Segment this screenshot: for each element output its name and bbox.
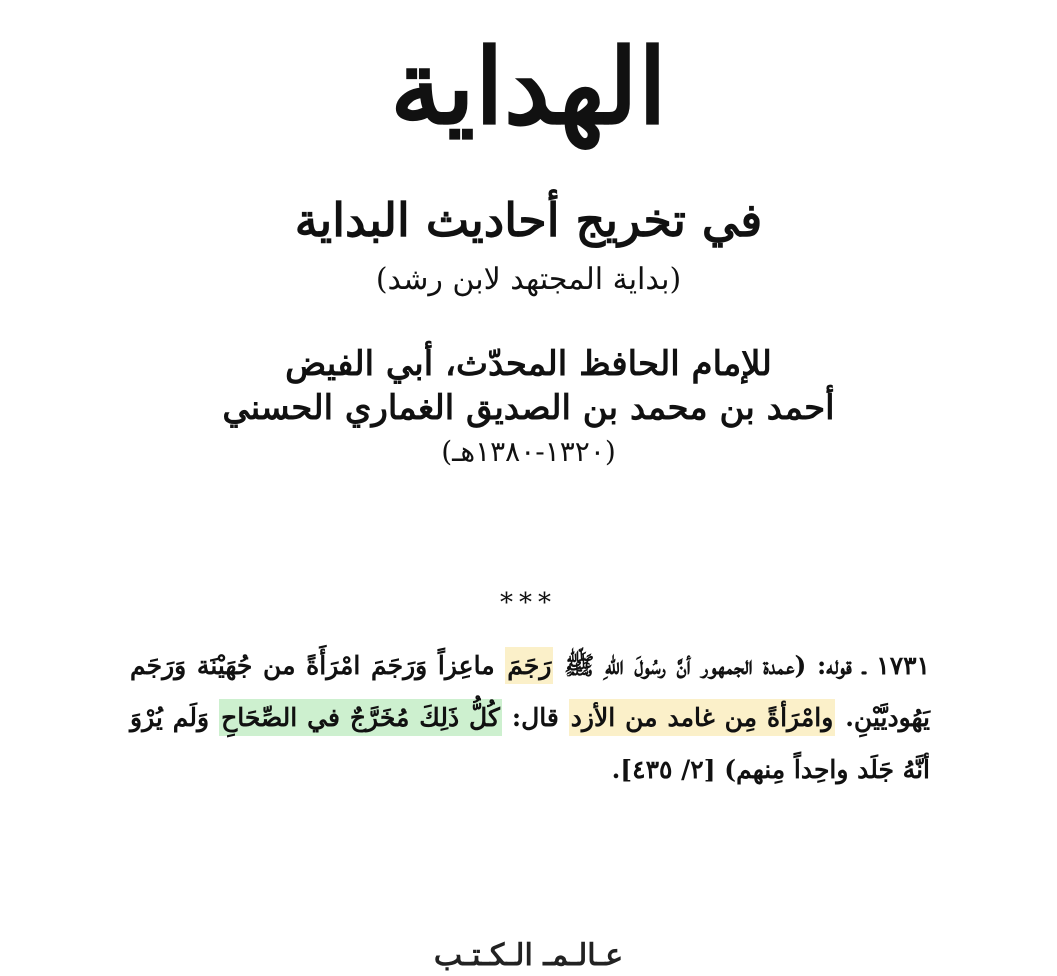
entry-outro: وَلَم يُرْوَ أنَّهُ جَلَد واحِداً مِنهم) [٢/ ٤٣٥]. [130, 703, 930, 784]
highlight-rajam: رَجَمَ [505, 647, 553, 684]
highlight-sahih-note: كُلُّ ذَلِكَ مُخَرَّجٌ في الصِّحَاحِ [219, 699, 502, 736]
author-line-2: أحمد بن محمد بن الصديق الغماري الحسني [222, 388, 835, 428]
book-title: الهداية [390, 25, 667, 148]
entry-mid-2: قال: [501, 703, 569, 732]
author-line-1: للإمام الحافظ المحدّث، أبي الفيض [285, 344, 772, 384]
section-separator: *** [500, 588, 557, 618]
subtitle-note: (بداية المجتهد لابن رشد) [375, 262, 682, 297]
hadith-entry [130, 640, 930, 796]
entry-intro: ١٧٣١ ـ قوله: (عمدة الجمهور أنَّ رسُولَ اللهِ ﷺ [553, 651, 930, 680]
book-subtitle: في تخريج أحاديث البداية [294, 193, 763, 247]
highlight-woman-ghamid: وامْرَأةً مِن غامد من الأزد [569, 699, 836, 736]
entry-mid-1: ماعِزاً وَرَجَمَ امْرَأَةً من جُهَيْنَة وَرَجَم يَهُوديَّيْنِ. [130, 651, 930, 732]
publisher-partial: عـالـمـ الـكـتـب [433, 938, 624, 973]
author-dates: (١٣٢٠-١٣٨٠هـ) [441, 435, 616, 468]
